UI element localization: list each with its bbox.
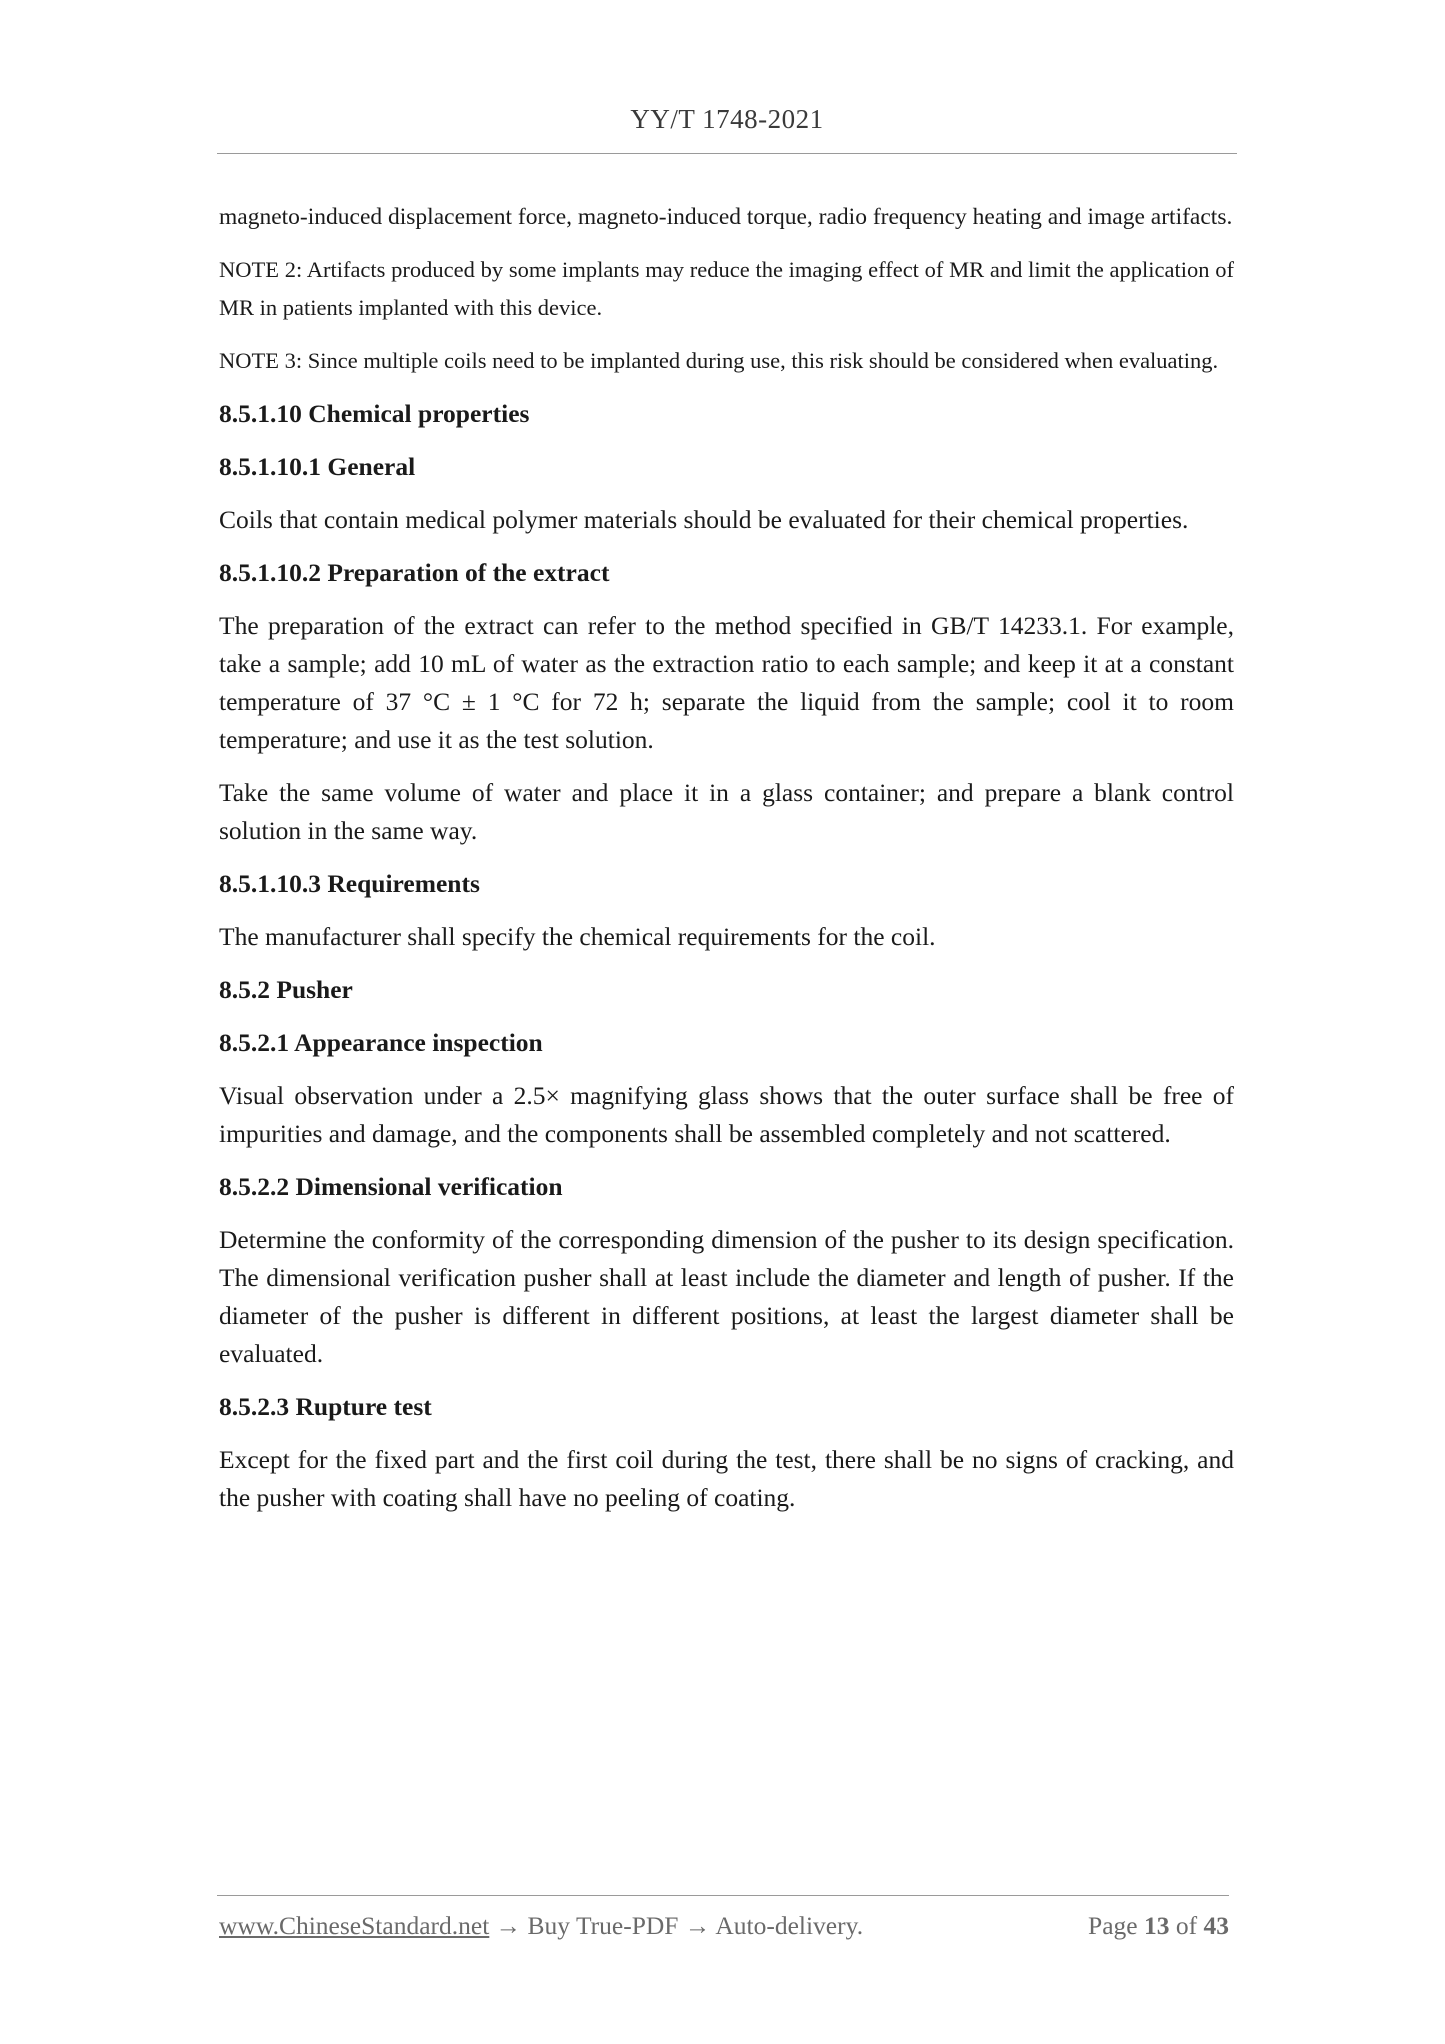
heading-8-5-2-1: 8.5.2.1 Appearance inspection	[219, 1028, 543, 1057]
paragraph-general: Coils that contain medical polymer materials should be evaluated for their chemical properties.	[219, 505, 1189, 534]
heading-8-5-1-10-1: 8.5.1.10.1 General	[219, 452, 416, 481]
document-code-header: YY/T 1748-2021	[630, 104, 824, 134]
header-divider	[217, 153, 1237, 154]
heading-8-5-1-10: 8.5.1.10 Chemical properties	[219, 399, 530, 428]
paragraph-blank-control: Take the same volume of water and place it in a glass container; and prepare a blank control solution in the same way.	[219, 778, 1234, 845]
heading-8-5-2-2: 8.5.2.2 Dimensional verification	[219, 1172, 563, 1201]
heading-8-5-1-10-2: 8.5.1.10.2 Preparation of the extract	[219, 558, 610, 587]
paragraph-extract-preparation: The preparation of the extract can refer to the method specified in GB/T 14233.1. For example, take a sample; add 10 mL of water as the extraction ratio to each sample; and keep it at a constant temperature of 37 °C ± 1 °C for 72 h; separate the liquid from the sample; cool it to room temperature; and use it as the test solution.	[219, 611, 1234, 754]
website-link[interactable]: www.ChineseStandard.net	[219, 1911, 490, 1940]
paragraph-mr-effects: magneto-induced displacement force, magneto-induced torque, radio frequency heating and image artifacts.	[219, 204, 1233, 230]
footer-tagline: → Buy True-PDF → Auto-delivery.	[489, 1911, 864, 1940]
footer-divider	[217, 1895, 1229, 1896]
heading-8-5-2-3: 8.5.2.3 Rupture test	[219, 1392, 432, 1421]
total-page-count: 43	[1203, 1911, 1229, 1940]
paragraph-rupture: Except for the fixed part and the first coil during the test, there shall be no signs of cracking, and the pusher with coating shall have no peeling of coating.	[219, 1445, 1234, 1512]
heading-8-5-1-10-3: 8.5.1.10.3 Requirements	[219, 869, 480, 898]
paragraph-appearance: Visual observation under a 2.5× magnifying glass shows that the outer surface shall be free of impurities and damage, and the components shall be assembled completely and not scattered.	[219, 1081, 1234, 1148]
note-2: NOTE 2: Artifacts produced by some implants may reduce the imaging effect of MR and limit the application of MR in patients implanted with this device.	[219, 257, 1234, 320]
page-indicator	[1088, 1911, 1229, 1941]
footer-promo	[219, 1911, 863, 1941]
paragraph-dimensional: Determine the conformity of the corresponding dimension of the pusher to its design specification. The dimensional verification pusher shall at least include the diameter and length of pusher. If the diameter of the pusher is different in different positions, at least the largest diameter shall be evaluated.	[219, 1225, 1234, 1368]
note-3: NOTE 3: Since multiple coils need to be implanted during use, this risk should be considered when evaluating.	[219, 348, 1219, 373]
page-label: Page	[1088, 1911, 1138, 1940]
document-body	[219, 198, 1234, 1517]
heading-8-5-2: 8.5.2 Pusher	[219, 975, 353, 1004]
paragraph-requirements: The manufacturer shall specify the chemical requirements for the coil.	[219, 922, 936, 951]
page-of-label: of	[1175, 1911, 1198, 1940]
current-page-number: 13	[1144, 1911, 1170, 1940]
